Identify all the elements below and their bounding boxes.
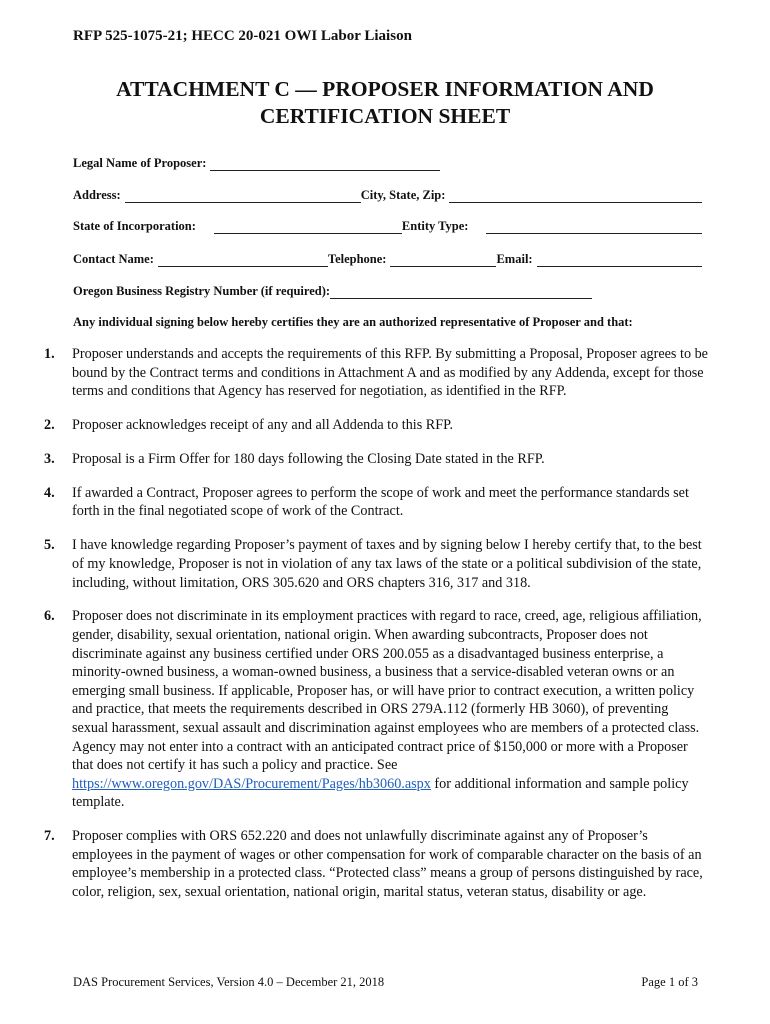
email-label: Email: xyxy=(496,252,533,266)
item-text: I have knowledge regarding Proposer’s payment of taxes and by signing below I hereby certify that, to the best of my knowledge, Proposer is not in violation of any tax laws of the state or a political subdivision of the state, including, without limitation, ORS 305.620 and ORS chapters 316, 317 and 318. xyxy=(72,537,702,591)
list-item xyxy=(44,345,708,401)
item-text xyxy=(72,607,708,812)
contact-name-label: Contact Name: xyxy=(73,252,154,266)
entity-type-label: Entity Type: xyxy=(401,219,469,233)
city-state-zip-field[interactable] xyxy=(449,191,702,203)
legal-name-field[interactable] xyxy=(210,159,440,171)
list-item xyxy=(44,484,708,521)
item-number: 6. xyxy=(44,608,55,625)
state-of-incorporation-label: State of Incorporation: xyxy=(73,219,196,233)
title-line-2: CERTIFICATION SHEET xyxy=(259,104,511,128)
item-text: If awarded a Contract, Proposer agrees to perform the scope of work and meet the performance standards set forth in the final negotiated scope of work of the Contract. xyxy=(72,484,689,520)
footer-page-number: Page 1 of 3 xyxy=(641,975,698,989)
telephone-field[interactable] xyxy=(390,255,496,267)
item-text-before-link: Proposer does not discriminate in its employment practices with regard to race, creed, age, religious affiliation, gender, disability, sexual orientation, national origin. When awarding subcontracts, Proposer does not discriminate against any business certified under ORS 200.055 as a disadvantaged business enterprise, a minority-owned business, a woman-owned business, a business that a service-disabled veteran owns or an emerging small business. If applicable, Proposer has, or will have prior to contract execution, a written policy and practice, that meets the requirements described in ORS 279A.112 (formerly HB 3060), of preventing sexual harassment, sexual assault and discrimination against employees who are members of a protected class. Agency may not enter into a contract with an anticipated contract price of $150,000 or more with a Proposer that does not certify it has such a policy and practice. See xyxy=(72,608,702,774)
item-text: Proposer understands and accepts the requirements of this RFP. By submitting a Proposal, Proposer agrees to be bound by the Contract terms and conditions in Attachment A and as modified by any Addenda, except for those terms and conditions that Agency has reserved for negotiation, as identified in the RFP. xyxy=(72,346,708,400)
list-item xyxy=(44,607,708,812)
hb3060-link[interactable]: https://www.oregon.gov/DAS/Procurement/Pages/hb3060.aspx xyxy=(72,775,431,792)
contact-name-field[interactable] xyxy=(158,255,328,267)
address-label: Address: xyxy=(73,188,121,202)
list-item xyxy=(44,416,708,435)
document-header: RFP 525-1075-21; HECC 20-021 OWI Labor Liaison xyxy=(73,28,412,44)
title-line-1: ATTACHMENT C — PROPOSER INFORMATION AND xyxy=(116,77,654,101)
address-field[interactable] xyxy=(125,191,361,203)
item-number: 2. xyxy=(44,417,55,434)
item-number: 7. xyxy=(44,828,55,845)
certification-list xyxy=(44,345,708,917)
item-text: Proposer complies with ORS 652.220 and does not unlawfully discriminate against any of Proposer’s employees in the payment of wages or other compensation for work of comparable character on the basis of an employee’s membership in a protected class. “Protected class” means a group of persons distinguished by race, color, religion, sex, sexual orientation, national origin, marital status, veteran status, disability or age. xyxy=(72,828,703,901)
document-title xyxy=(0,76,770,130)
entity-type-field[interactable] xyxy=(486,222,702,234)
list-item xyxy=(44,450,708,469)
list-item xyxy=(44,827,708,901)
address-row xyxy=(73,187,702,203)
item-text: Proposer acknowledges receipt of any and all Addenda to this RFP. xyxy=(72,417,454,434)
certification-intro: Any individual signing below hereby certifies they are an authorized representative of Proposer and that: xyxy=(73,315,633,329)
item-text-after-link: for additional information and sample policy template. xyxy=(72,775,689,811)
incorporation-row xyxy=(73,218,702,234)
item-number: 1. xyxy=(44,346,55,362)
item-number: 5. xyxy=(44,537,55,554)
footer-version: DAS Procurement Services, Version 4.0 – December 21, 2018 xyxy=(73,975,385,989)
oregon-registry-label: Oregon Business Registry Number (if required): xyxy=(73,284,331,298)
oregon-registry-field[interactable] xyxy=(330,287,592,299)
city-state-zip-label: City, State, Zip: xyxy=(360,188,446,202)
email-field[interactable] xyxy=(537,255,702,267)
item-number: 4. xyxy=(44,484,55,501)
legal-name-row xyxy=(73,155,702,171)
contact-row xyxy=(73,251,702,267)
item-text: Proposal is a Firm Offer for 180 days following the Closing Date stated in the RFP. xyxy=(72,450,545,467)
list-item xyxy=(44,536,708,592)
legal-name-label: Legal Name of Proposer: xyxy=(73,156,207,170)
state-of-incorporation-field[interactable] xyxy=(214,222,402,234)
item-number: 3. xyxy=(44,450,55,467)
telephone-label: Telephone: xyxy=(327,252,387,266)
registry-row xyxy=(73,283,702,299)
